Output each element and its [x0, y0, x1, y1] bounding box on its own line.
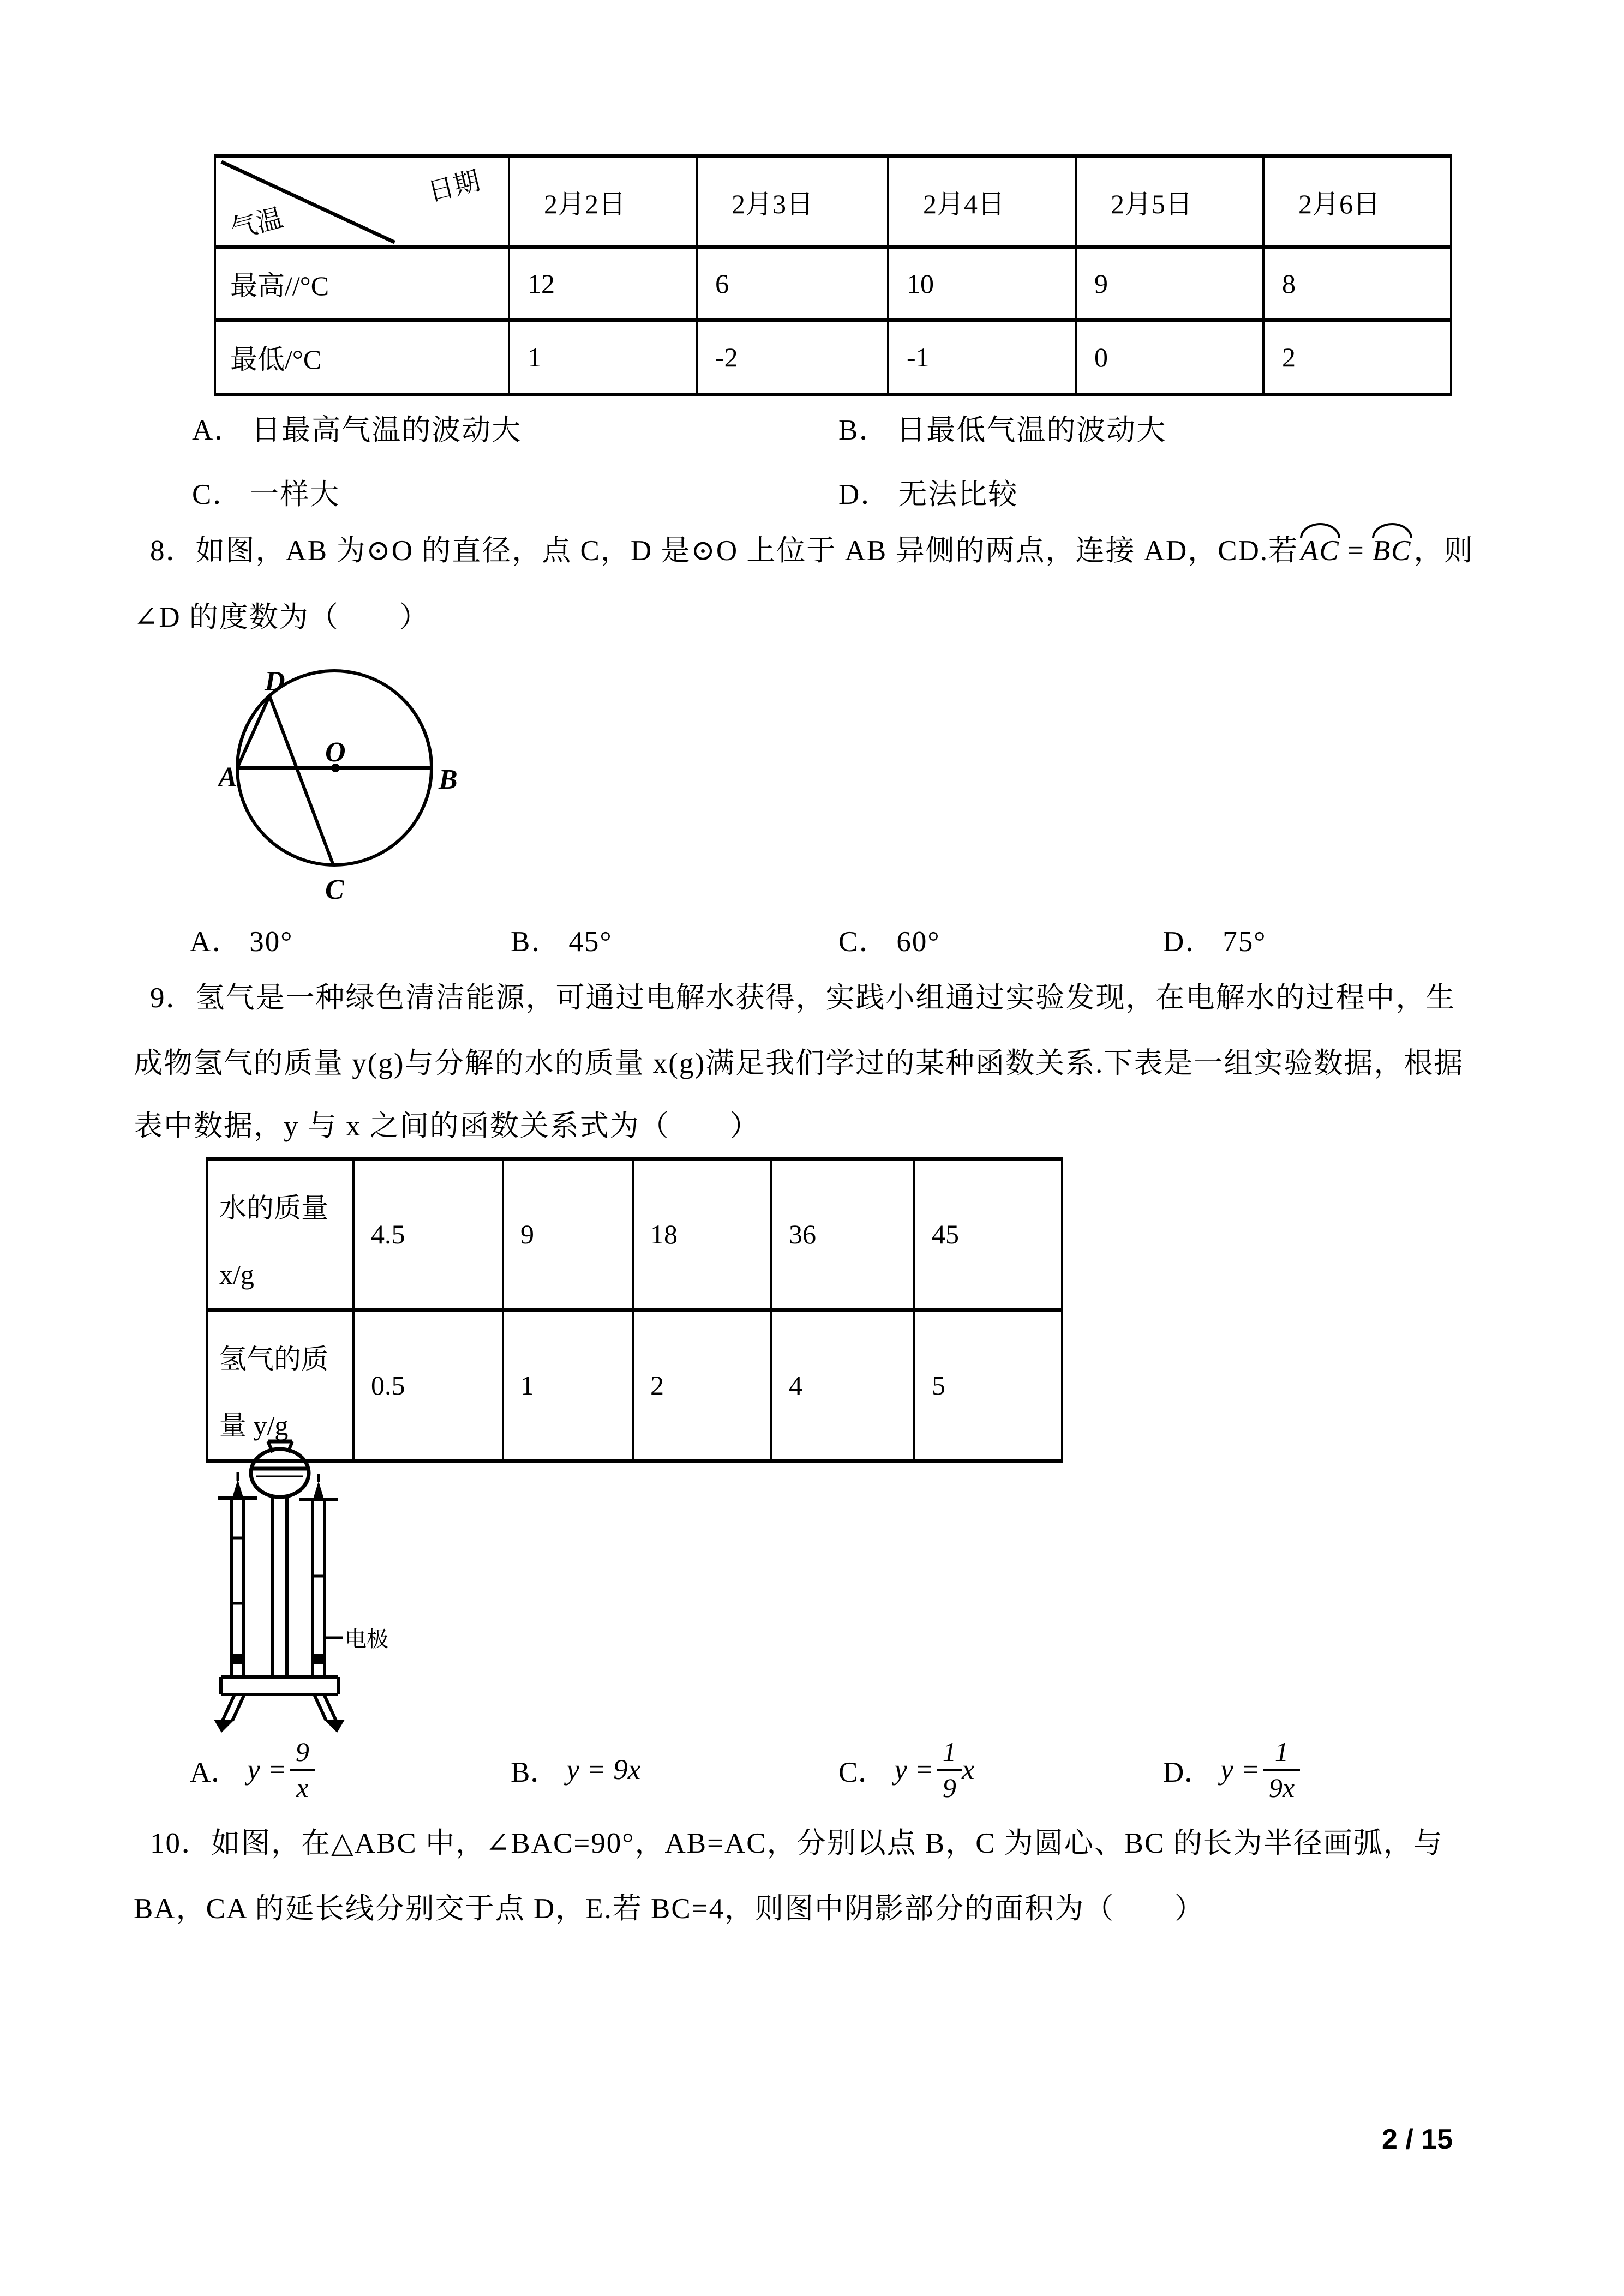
option-c: C． 60° [838, 926, 940, 958]
label-D: D [265, 666, 285, 697]
table-cell: -2 [697, 320, 888, 395]
row-label: 最低/°C [215, 320, 509, 395]
table-cell: 0.5 [353, 1310, 503, 1461]
column-header: 2月6日 [1263, 156, 1451, 248]
question-9-line-2: 成物氢气的质量 y(g)与分解的水的质量 x(g)满足我们学过的某种函数关系.下表是一组实验数据，根据 [134, 1048, 1464, 1079]
fraction: $\frac{9}{x}$ [290, 1736, 315, 1804]
header-date-label: 日期 [425, 166, 483, 207]
fraction: $\frac{1}{9}$ [937, 1736, 962, 1804]
option-d: D． 75° [1163, 926, 1267, 958]
question-9-line-3: 表中数据，y 与 x 之间的函数关系式为（ ） [134, 1110, 760, 1142]
label-B: B [439, 764, 458, 795]
label-A: A [218, 762, 237, 793]
table-cell: 12 [509, 248, 697, 320]
row-label: 水的质量 x/g [207, 1159, 353, 1310]
option-a: A． 日最高气温的波动大 [192, 414, 522, 446]
table-cell: 18 [633, 1159, 771, 1310]
table-cell: 6 [697, 248, 888, 320]
bulb [251, 1449, 309, 1497]
column-header: 2月2日 [509, 156, 697, 248]
table-cell: 5 [914, 1310, 1062, 1461]
table-cell: 45 [914, 1159, 1062, 1310]
chord-DC [269, 696, 333, 865]
column-header: 2月3日 [697, 156, 888, 248]
table-row [207, 1159, 1062, 1310]
option-b: B． y = 9x [511, 1754, 641, 1788]
table-row [215, 320, 1451, 395]
table-cell: 9 [503, 1159, 633, 1310]
table-cell: 2 [1263, 320, 1451, 395]
table-row [215, 248, 1451, 320]
header-temp-label: 气温 [228, 203, 286, 244]
left-electrode [232, 1654, 244, 1664]
option-a: A． 30° [190, 926, 293, 958]
electrolysis-apparatus-figure [213, 1437, 393, 1740]
right-electrode [313, 1654, 325, 1664]
question-9-line-1: 9．氢气是一种绿色清洁能源，可通过电解水获得，实践小组通过实验发现，在电解水的过程中，生 [150, 982, 1456, 1014]
option-b: B． 45° [511, 926, 613, 958]
column-header: 2月5日 [1076, 156, 1263, 248]
column-header: 2月4日 [888, 156, 1076, 248]
question-10-line-2: BA，CA 的延长线分别交于点 D，E.若 BC=4，则图中阴影部分的面积为（ ） [134, 1893, 1205, 1925]
table-cell: 2 [633, 1310, 771, 1461]
fraction: $\frac{1}{9x}$ [1263, 1736, 1300, 1804]
chord-AD [237, 696, 269, 768]
table-cell: 0 [1076, 320, 1263, 395]
page-number: 2 / 15 [1382, 2124, 1453, 2155]
option-c: C． 一样大 [192, 479, 340, 510]
circle-figure [218, 654, 475, 916]
question-8-line-2: ∠D 的度数为（ ） [134, 602, 429, 633]
option-b: B． 日最低气温的波动大 [838, 414, 1167, 446]
row-label: 氢气的质 量 y/g [207, 1310, 353, 1461]
table-cell: 36 [771, 1159, 914, 1310]
table-cell: 4 [771, 1310, 914, 1461]
option-d: D． 无法比较 [838, 479, 1018, 510]
arc-AC: AC [1298, 532, 1342, 570]
electrolysis-data-table [206, 1157, 1063, 1463]
temperature-table [214, 154, 1452, 396]
option-d: D． y = $\frac{1}{9x}$ [1163, 1723, 1300, 1816]
question-8-line-1: 8．如图，AB 为⊙O 的直径，点 C，D 是⊙O 上位于 AB 异侧的两点，连接 AD，CD.若AC = BC，则 [150, 532, 1474, 570]
table-cell: 1 [509, 320, 697, 395]
electrode-label: 电极 [345, 1627, 388, 1651]
table-cell: 1 [503, 1310, 633, 1461]
row-label: 最高//°C [215, 248, 509, 320]
label-C: C [325, 874, 344, 905]
table-cell: 9 [1076, 248, 1263, 320]
table-header-row [215, 156, 1451, 248]
right-foot [324, 1720, 345, 1733]
option-c: C． y = $\frac{1}{9}$ x [838, 1736, 975, 1803]
arc-BC: BC [1370, 532, 1414, 570]
diagonal-header-cell [215, 156, 509, 248]
table-cell: 8 [1263, 248, 1451, 320]
table-cell: -1 [888, 320, 1076, 395]
option-a: A． y = $\frac{9}{x}$ [190, 1723, 315, 1816]
label-O: O [325, 737, 346, 768]
table-cell: 4.5 [353, 1159, 503, 1310]
question-10-line-1: 10．如图，在△ABC 中，∠BAC=90°，AB=AC，分别以点 B，C 为圆心、BC 的长为半径画弧，与 [150, 1828, 1443, 1859]
table-cell: 10 [888, 248, 1076, 320]
